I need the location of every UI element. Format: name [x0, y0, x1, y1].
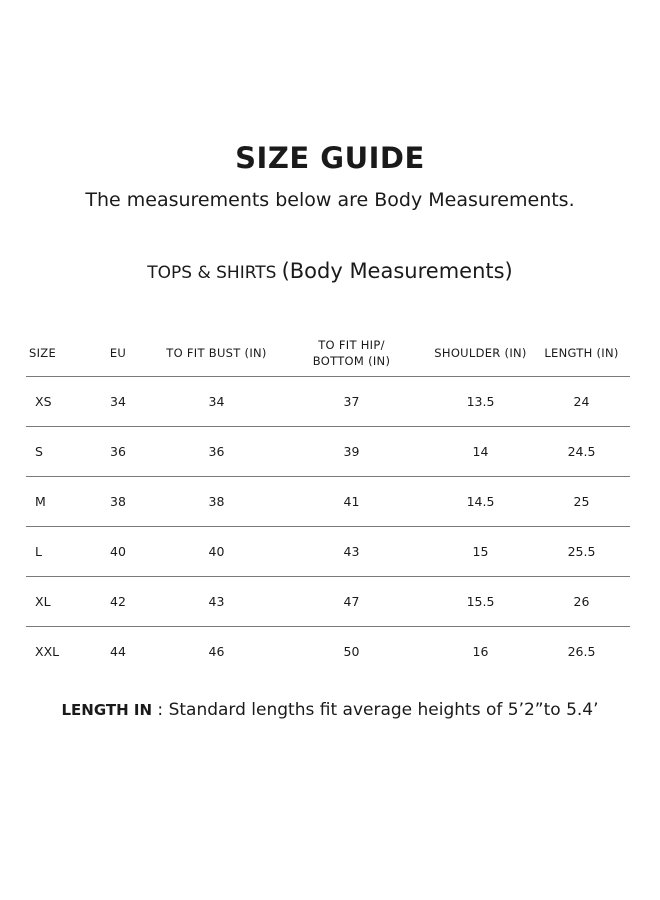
table-row: [26, 427, 630, 477]
table-row: [26, 627, 630, 676]
cell-length: 25: [533, 477, 630, 527]
header-eu: EU: [109, 346, 127, 360]
header-size: SIZE: [29, 346, 57, 360]
page-title: SIZE GUIDE: [235, 141, 425, 175]
footnote-label: LENGTH IN: [61, 701, 153, 719]
table-row: [26, 477, 630, 527]
section-title-paren: (Body Measurements): [281, 259, 513, 283]
cell-eu: 40: [78, 527, 158, 577]
cell-bust: 34: [158, 377, 275, 427]
cell-hip: 43: [275, 527, 428, 577]
cell-bust: 46: [158, 627, 275, 676]
cell-length: 26.5: [533, 627, 630, 676]
cell-eu: 36: [78, 427, 158, 477]
cell-length: 25.5: [533, 527, 630, 577]
cell-length: 24: [533, 377, 630, 427]
header-hip-line1: TO FIT HIP/: [318, 338, 385, 352]
cell-eu: 38: [78, 477, 158, 527]
cell-hip: 41: [275, 477, 428, 527]
cell-shoulder: 13.5: [428, 377, 533, 427]
cell-bust: 36: [158, 427, 275, 477]
cell-size: XL: [26, 577, 78, 627]
cell-shoulder: 16: [428, 627, 533, 676]
header-hip: [275, 330, 428, 377]
cell-bust: 38: [158, 477, 275, 527]
table-row: [26, 527, 630, 577]
table-header-row: [26, 330, 630, 377]
cell-bust: 40: [158, 527, 275, 577]
header-hip-line2: BOTTOM (IN): [312, 354, 391, 368]
cell-eu: 34: [78, 377, 158, 427]
footnote-text: : Standard lengths fit average heights of 5’2”to 5.4’: [152, 700, 599, 720]
footnote: [0, 697, 660, 723]
cell-hip: 39: [275, 427, 428, 477]
cell-bust: 43: [158, 577, 275, 627]
cell-length: 24.5: [533, 427, 630, 477]
cell-shoulder: 15: [428, 527, 533, 577]
cell-eu: 44: [78, 627, 158, 676]
cell-hip: 47: [275, 577, 428, 627]
header-length: LENGTH (IN): [544, 346, 619, 360]
section-title: [0, 254, 660, 290]
table-row: [26, 377, 630, 427]
cell-size: XS: [26, 377, 78, 427]
header-bust: TO FIT BUST (IN): [166, 346, 267, 360]
section-title-caps: TOPS & SHIRTS: [147, 263, 277, 283]
cell-size: L: [26, 527, 78, 577]
cell-hip: 37: [275, 377, 428, 427]
size-table: [26, 330, 630, 675]
cell-size: M: [26, 477, 78, 527]
header-shoulder: SHOULDER (IN): [434, 346, 527, 360]
table-row: [26, 577, 630, 627]
page-subtitle: The measurements below are Body Measurements.: [85, 189, 575, 211]
cell-length: 26: [533, 577, 630, 627]
cell-eu: 42: [78, 577, 158, 627]
cell-shoulder: 14.5: [428, 477, 533, 527]
cell-size: XXL: [26, 627, 78, 676]
cell-hip: 50: [275, 627, 428, 676]
cell-shoulder: 14: [428, 427, 533, 477]
cell-size: S: [26, 427, 78, 477]
cell-shoulder: 15.5: [428, 577, 533, 627]
